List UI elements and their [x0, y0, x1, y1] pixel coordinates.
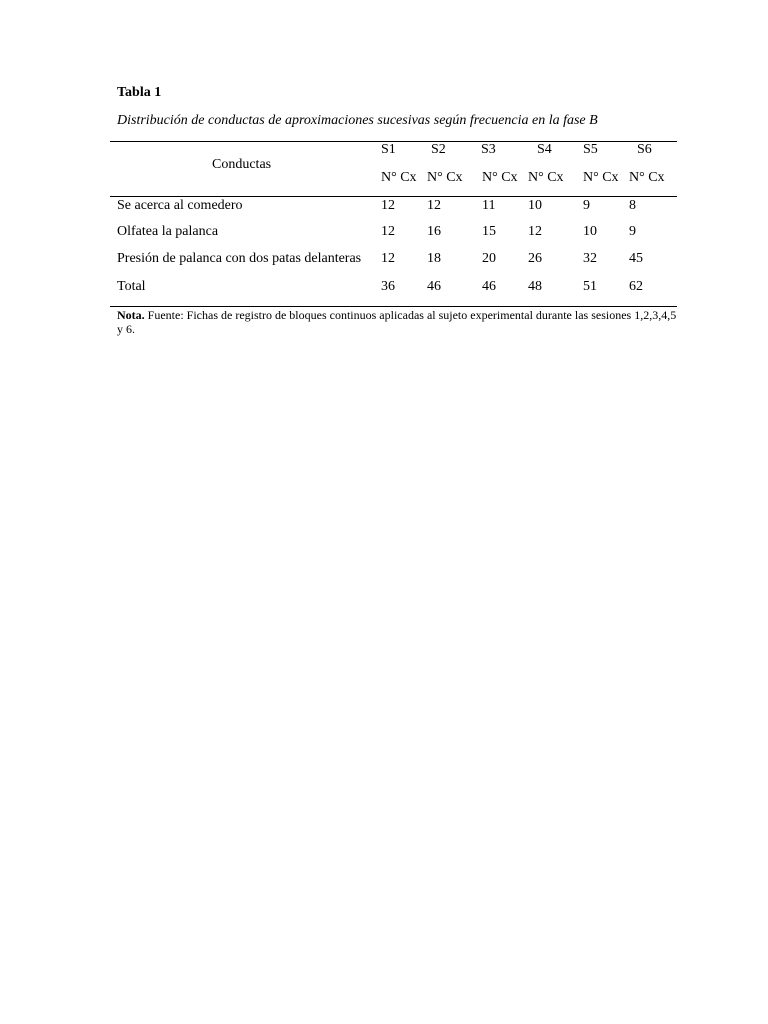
note-label: Nota.: [117, 308, 145, 322]
subheader-s1: N° Cx: [381, 170, 417, 185]
row-header-conductas: Conductas: [212, 157, 272, 172]
table-cell: 45: [629, 251, 643, 266]
table-cell: 15: [482, 224, 496, 239]
subheader-s5: N° Cx: [583, 170, 619, 185]
table-cell: 62: [629, 279, 643, 294]
table-cell: 12: [427, 198, 441, 213]
table-cell: 12: [381, 224, 395, 239]
table-cell: 10: [583, 224, 597, 239]
session-header-s5: S5: [583, 142, 598, 157]
table-cell: 51: [583, 279, 597, 294]
subheader-s2: N° Cx: [427, 170, 463, 185]
table-caption: Distribución de conductas de aproximaciones sucesivas según frecuencia en la fase B: [117, 113, 598, 128]
session-header-s3: S3: [481, 142, 496, 157]
table-cell: 9: [629, 224, 636, 239]
table-cell: 20: [482, 251, 496, 266]
subheader-s3: N° Cx: [482, 170, 518, 185]
session-header-s4: S4: [537, 142, 552, 157]
table-rule-bottom: [110, 306, 677, 307]
subheader-s6: N° Cx: [629, 170, 665, 185]
table-cell: 32: [583, 251, 597, 266]
table-cell: 18: [427, 251, 441, 266]
row-label: Presión de palanca con dos patas delanteras: [117, 251, 362, 266]
table-title: Tabla 1: [117, 85, 162, 100]
session-header-s1: S1: [381, 142, 396, 157]
table-note: [117, 308, 677, 336]
table-cell: 11: [482, 198, 496, 213]
table-cell: 48: [528, 279, 542, 294]
table-cell: 46: [482, 279, 496, 294]
row-label: Total: [117, 279, 146, 294]
table-cell: 12: [381, 198, 395, 213]
table-cell: 26: [528, 251, 542, 266]
session-header-s2: S2: [431, 142, 446, 157]
table-cell: 36: [381, 279, 395, 294]
row-label: Olfatea la palanca: [117, 224, 219, 239]
table-cell: 12: [381, 251, 395, 266]
session-header-s6: S6: [637, 142, 652, 157]
table-cell: 16: [427, 224, 441, 239]
table-cell: 9: [583, 198, 590, 213]
table-rule-header: [110, 196, 677, 197]
row-label: Se acerca al comedero: [117, 198, 243, 213]
subheader-s4: N° Cx: [528, 170, 564, 185]
table-cell: 8: [629, 198, 636, 213]
table-cell: 12: [528, 224, 542, 239]
note-text: Fuente: Fichas de registro de bloques continuos aplicadas al sujeto experimental durante las sesiones 1,2,3,4,5 y 6.: [117, 308, 677, 336]
table-cell: 10: [528, 198, 542, 213]
table-cell: 46: [427, 279, 441, 294]
